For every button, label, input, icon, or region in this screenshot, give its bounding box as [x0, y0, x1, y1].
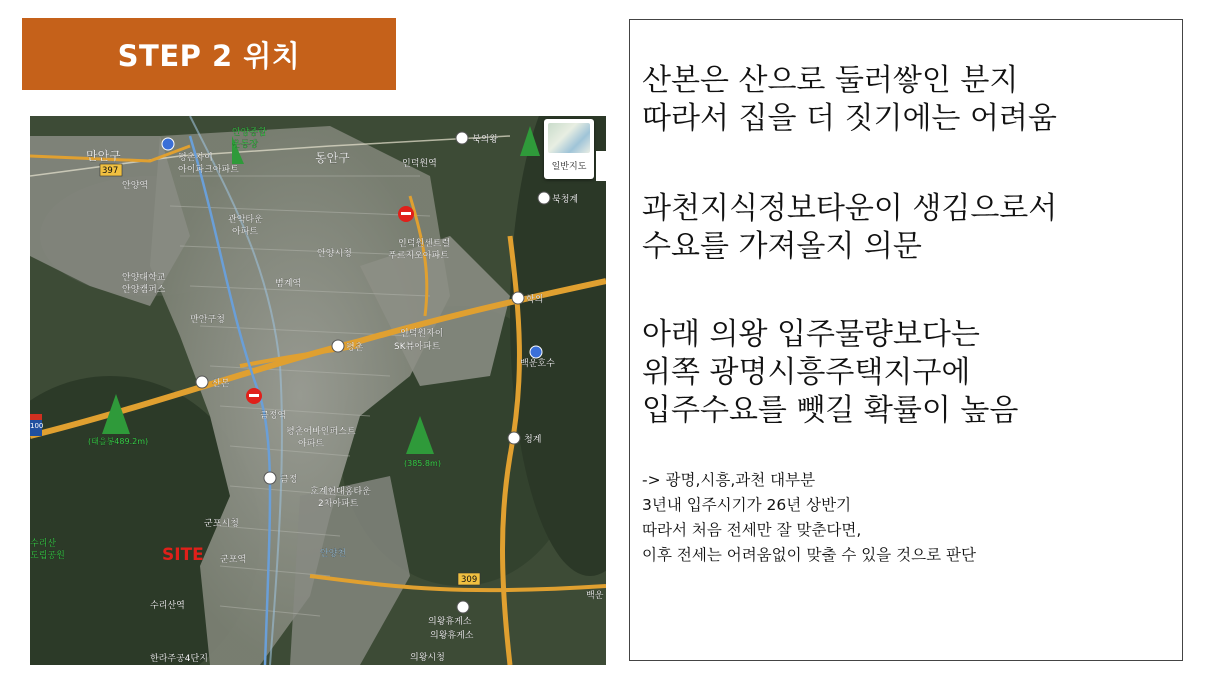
map-label: SK뷰아파트 — [394, 342, 441, 352]
step-title: STEP 2 위치 — [117, 38, 301, 73]
map-label: 만안구청 — [190, 315, 225, 325]
map-label: 북청계 — [552, 195, 579, 205]
map-label: 인덕원센트럴 — [398, 239, 451, 249]
map-label: 안양시청 — [317, 249, 352, 259]
map-label: (385.8m) — [404, 459, 441, 468]
map-label: 백운호수 — [520, 359, 555, 369]
map-type-label: 일반지도 — [551, 162, 587, 172]
analysis-line: 과천지식정보타운이 생김으로서 — [642, 191, 1058, 226]
map-label: 금정역 — [260, 411, 287, 421]
analysis-line: 따라서 집을 더 짓기에는 어려움 — [642, 101, 1057, 136]
map-label: 인덕원역 — [402, 159, 437, 169]
map-label: 안양천 — [320, 549, 347, 559]
map-label: 범계역 — [275, 279, 302, 289]
map-label: 수리산역 — [150, 601, 185, 611]
red-marker-icon — [246, 388, 262, 404]
map-label: 관악타운 — [228, 215, 263, 225]
note-line: 이후 전세는 어려움없이 맞출 수 있을 것으로 판단 — [642, 546, 976, 564]
map-label: 도립공원 — [30, 551, 65, 561]
map-thumbnail — [548, 123, 590, 153]
analysis-paragraph-2 — [642, 190, 1057, 266]
map-label: 평촌자이 — [178, 153, 213, 163]
analysis-paragraph-3 — [642, 316, 1018, 430]
map-label: 한라주공4단지 — [150, 654, 208, 664]
note-line: -> 광명,시흥,과천 대부분 — [642, 471, 816, 489]
analysis-line: 수요를 가져올지 의문 — [642, 229, 922, 264]
map-label: 북의왕 — [472, 135, 499, 145]
map-label: 안양역 — [122, 181, 149, 191]
analysis-line: 아래 의왕 입주물량보다는 — [642, 317, 980, 352]
note-line: 따라서 처음 전세만 잘 맞춘다면, — [642, 521, 862, 539]
map-label: 의왕휴게소 — [430, 631, 474, 641]
map-label: 의왕휴게소 — [428, 617, 472, 627]
map-label: 백운 — [586, 591, 604, 601]
map-label: (태을봉489.2m) — [88, 437, 149, 446]
map-label: 군포시청 — [204, 519, 239, 529]
map-label: 푸르지오아파트 — [388, 251, 449, 261]
analysis-notes — [642, 468, 976, 568]
note-line: 3년내 입주시기가 26년 상반기 — [642, 496, 852, 514]
map-label: 아파트 — [232, 227, 259, 237]
map-label: 의왕시청 — [410, 653, 445, 663]
map-label: 2차아파트 — [318, 499, 359, 509]
map-label: 평촌 — [346, 343, 364, 353]
map-label: 100 — [30, 422, 44, 430]
map-label: 안양대학교 — [122, 273, 166, 283]
map-label: 동안구 — [315, 151, 350, 165]
map-label: 금정 — [280, 475, 298, 485]
map-label: 산본 — [212, 379, 230, 389]
red-marker-icon — [398, 206, 414, 222]
map-type-toggle[interactable] — [544, 119, 594, 179]
map-label: 평촌어바인퍼스트 — [286, 427, 356, 437]
map-label: 309 — [461, 575, 478, 585]
map-canvas — [30, 116, 606, 665]
map-control-edge — [596, 151, 606, 181]
analysis-text-box — [629, 19, 1183, 661]
analysis-paragraph-1 — [642, 62, 1057, 138]
map-label: 아이파크아파트 — [178, 165, 239, 175]
analysis-line: 산본은 산으로 둘러쌓인 분지 — [642, 63, 1019, 98]
analysis-line: 입주수요를 뺏길 확률이 높음 — [642, 393, 1019, 428]
map-label: 청계 — [524, 435, 542, 445]
step-title-banner — [22, 18, 396, 90]
map-label: 군포역 — [220, 555, 247, 565]
map-label: 학의 — [526, 295, 544, 305]
map-label: 수리산 — [30, 539, 57, 549]
map-label: 안양캠퍼스 — [122, 285, 166, 295]
map-label: 인덕원자이 — [400, 329, 444, 339]
analysis-line: 위쪽 광명시흥주택지구에 — [642, 355, 971, 390]
map-label: 안양종합 — [232, 128, 267, 138]
site-label: SITE — [162, 545, 204, 565]
satellite-map[interactable] — [30, 116, 606, 665]
map-label: 운동장 — [232, 140, 259, 150]
map-label: 아파트 — [298, 439, 325, 449]
map-label: 397 — [102, 166, 119, 176]
map-label: 만안구 — [86, 149, 121, 163]
map-label: 호계현대홈타운 — [310, 487, 371, 497]
